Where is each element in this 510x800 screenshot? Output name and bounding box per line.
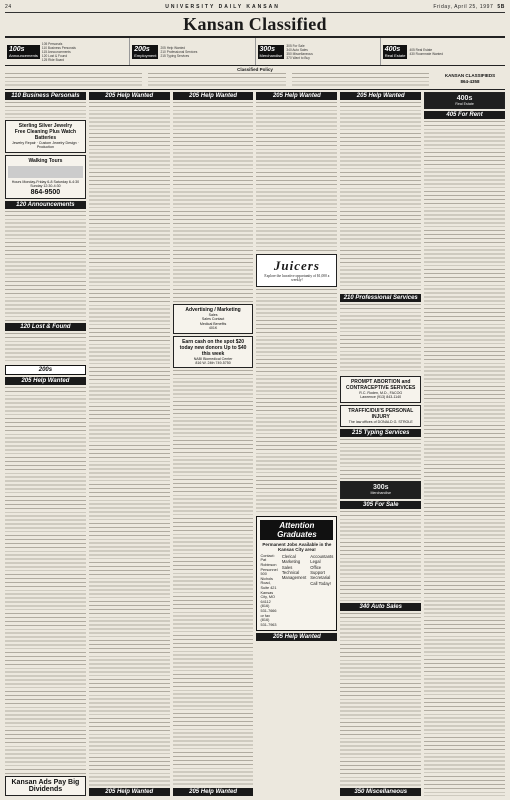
section-heading: 205 Help Wanted (340, 92, 421, 100)
merchandise-banner: 300s Merchandise (340, 481, 421, 498)
section-heading: 340 Auto Sales (340, 603, 421, 611)
classified-index (5, 38, 505, 66)
section-heading: 205 Help Wanted (89, 92, 170, 100)
index-announcements[interactable]: 100s Announcements 105 Personals 110 Business Personals 115 Announcements 120 Lost & Found 125 Ride Board (5, 38, 130, 65)
header-date: Friday, April 25, 1997 5B (433, 4, 505, 10)
advertising-ad: Advertising / Marketing Sales Sales Contact Medical Benefits 401K (173, 304, 254, 334)
section-heading: 305 For Sale (340, 501, 421, 509)
column-5 (340, 92, 421, 796)
section-heading: 205 Help Wanted (89, 788, 170, 796)
section-heading: 205 Help Wanted (5, 377, 86, 385)
publication-name: UNIVERSITY DAILY KANSAN (165, 4, 280, 10)
contact-box: KANSAN CLASSIFIEDS 864-4358 (435, 73, 505, 87)
column-2 (89, 92, 170, 796)
plasma-ad: Earn cash on the spot $20 today new donors Up to $40 this week NABI Biomedical Center 816 W. 24th 749-5750 (173, 336, 254, 369)
juicers-ad: Juicers Explore the lucrative opportunity of $1,000 a weekly! (256, 254, 337, 287)
index-employment[interactable]: 200s Employment 205 Help Wanted 210 Professional Services 215 Typing Services (130, 38, 255, 65)
section-heading: 350 Miscellaneous (340, 788, 421, 796)
jewelry-ad: Sterling Silver Jewelry Free Cleaning Plus Watch Batteries Jewelry Repair · Custom Jewelry Design · Production (5, 120, 86, 153)
page-title: Kansan Classified (5, 13, 505, 38)
policy-text-2 (148, 73, 285, 87)
walking-tours-ad: Walking Tours Hours Monday-Friday 6-8 Saturday 6-4:30 Sunday 12:30-4:30 864-9500 (5, 155, 86, 199)
contact-phone: 864-4358 (460, 79, 480, 84)
section-heading: 215 Typing Services (340, 429, 421, 437)
section-heading: 120 Lost & Found (5, 323, 86, 331)
section-heading: 205 Help Wanted (173, 92, 254, 100)
real-estate-banner: 400s Real Estate (424, 92, 505, 109)
section-heading: 110 Business Personals (5, 92, 86, 100)
juicers-logo: Juicers (273, 258, 320, 273)
section-heading: 200s (5, 365, 86, 375)
traffic-dui-ad: TRAFFIC/DUI'S PERSONAL INJURY The law offices of DONALD G. STROLE (340, 405, 421, 427)
section-heading: 210 Professional Services (340, 294, 421, 302)
policy-text-3 (292, 73, 429, 87)
column-1 (5, 92, 86, 796)
ad-columns (5, 92, 505, 796)
kansan-ads-box: Kansan Ads Pay Big Dividends (5, 776, 86, 796)
section-heading: 120 Announcements (5, 201, 86, 209)
column-4 (256, 92, 337, 796)
ad-phone: 864-9500 (30, 188, 61, 196)
column-3 (173, 92, 254, 796)
policy-block (5, 73, 505, 90)
running-header (5, 4, 505, 13)
section-heading: 205 Help Wanted (256, 633, 337, 641)
section-heading: 205 Help Wanted (173, 788, 254, 796)
policy-text-1 (5, 73, 142, 87)
index-real-estate[interactable]: 400s Real Estate 405 Real Estate 430 Roommate Wanted (384, 45, 443, 58)
shoe-image (8, 166, 83, 178)
policy-title: Classified Policy (237, 67, 273, 72)
section-heading: 405 For Rent (424, 111, 505, 119)
page-label: 24 (5, 4, 12, 10)
prompt-abortion-ad: PROMPT ABORTION and CONTRACEPTIVE SERVICES R.C. Roden, M.D., FACOG Lawrence (913) 843-1140 (340, 376, 421, 403)
index-merchandise[interactable]: 300s Merchandise 305 For Sale 340 Auto Sales 350 Miscellaneous 370 Want to Buy (256, 38, 381, 65)
attention-graduates-ad: Attention Graduates Permanent Jobs Available in the Kansas City area! Contact: Pat Robinson Personnel 500 Nichols Road, Suite 421 Kansas City, MO 64112 (816) 531-7666 or fax (816) 531-7963 Clerical Marketing Sales Technical Management Accountants Legal Office Support Secretarial Call Today! (256, 516, 337, 632)
column-6 (424, 92, 505, 796)
section-heading: 205 Help Wanted (256, 92, 337, 100)
